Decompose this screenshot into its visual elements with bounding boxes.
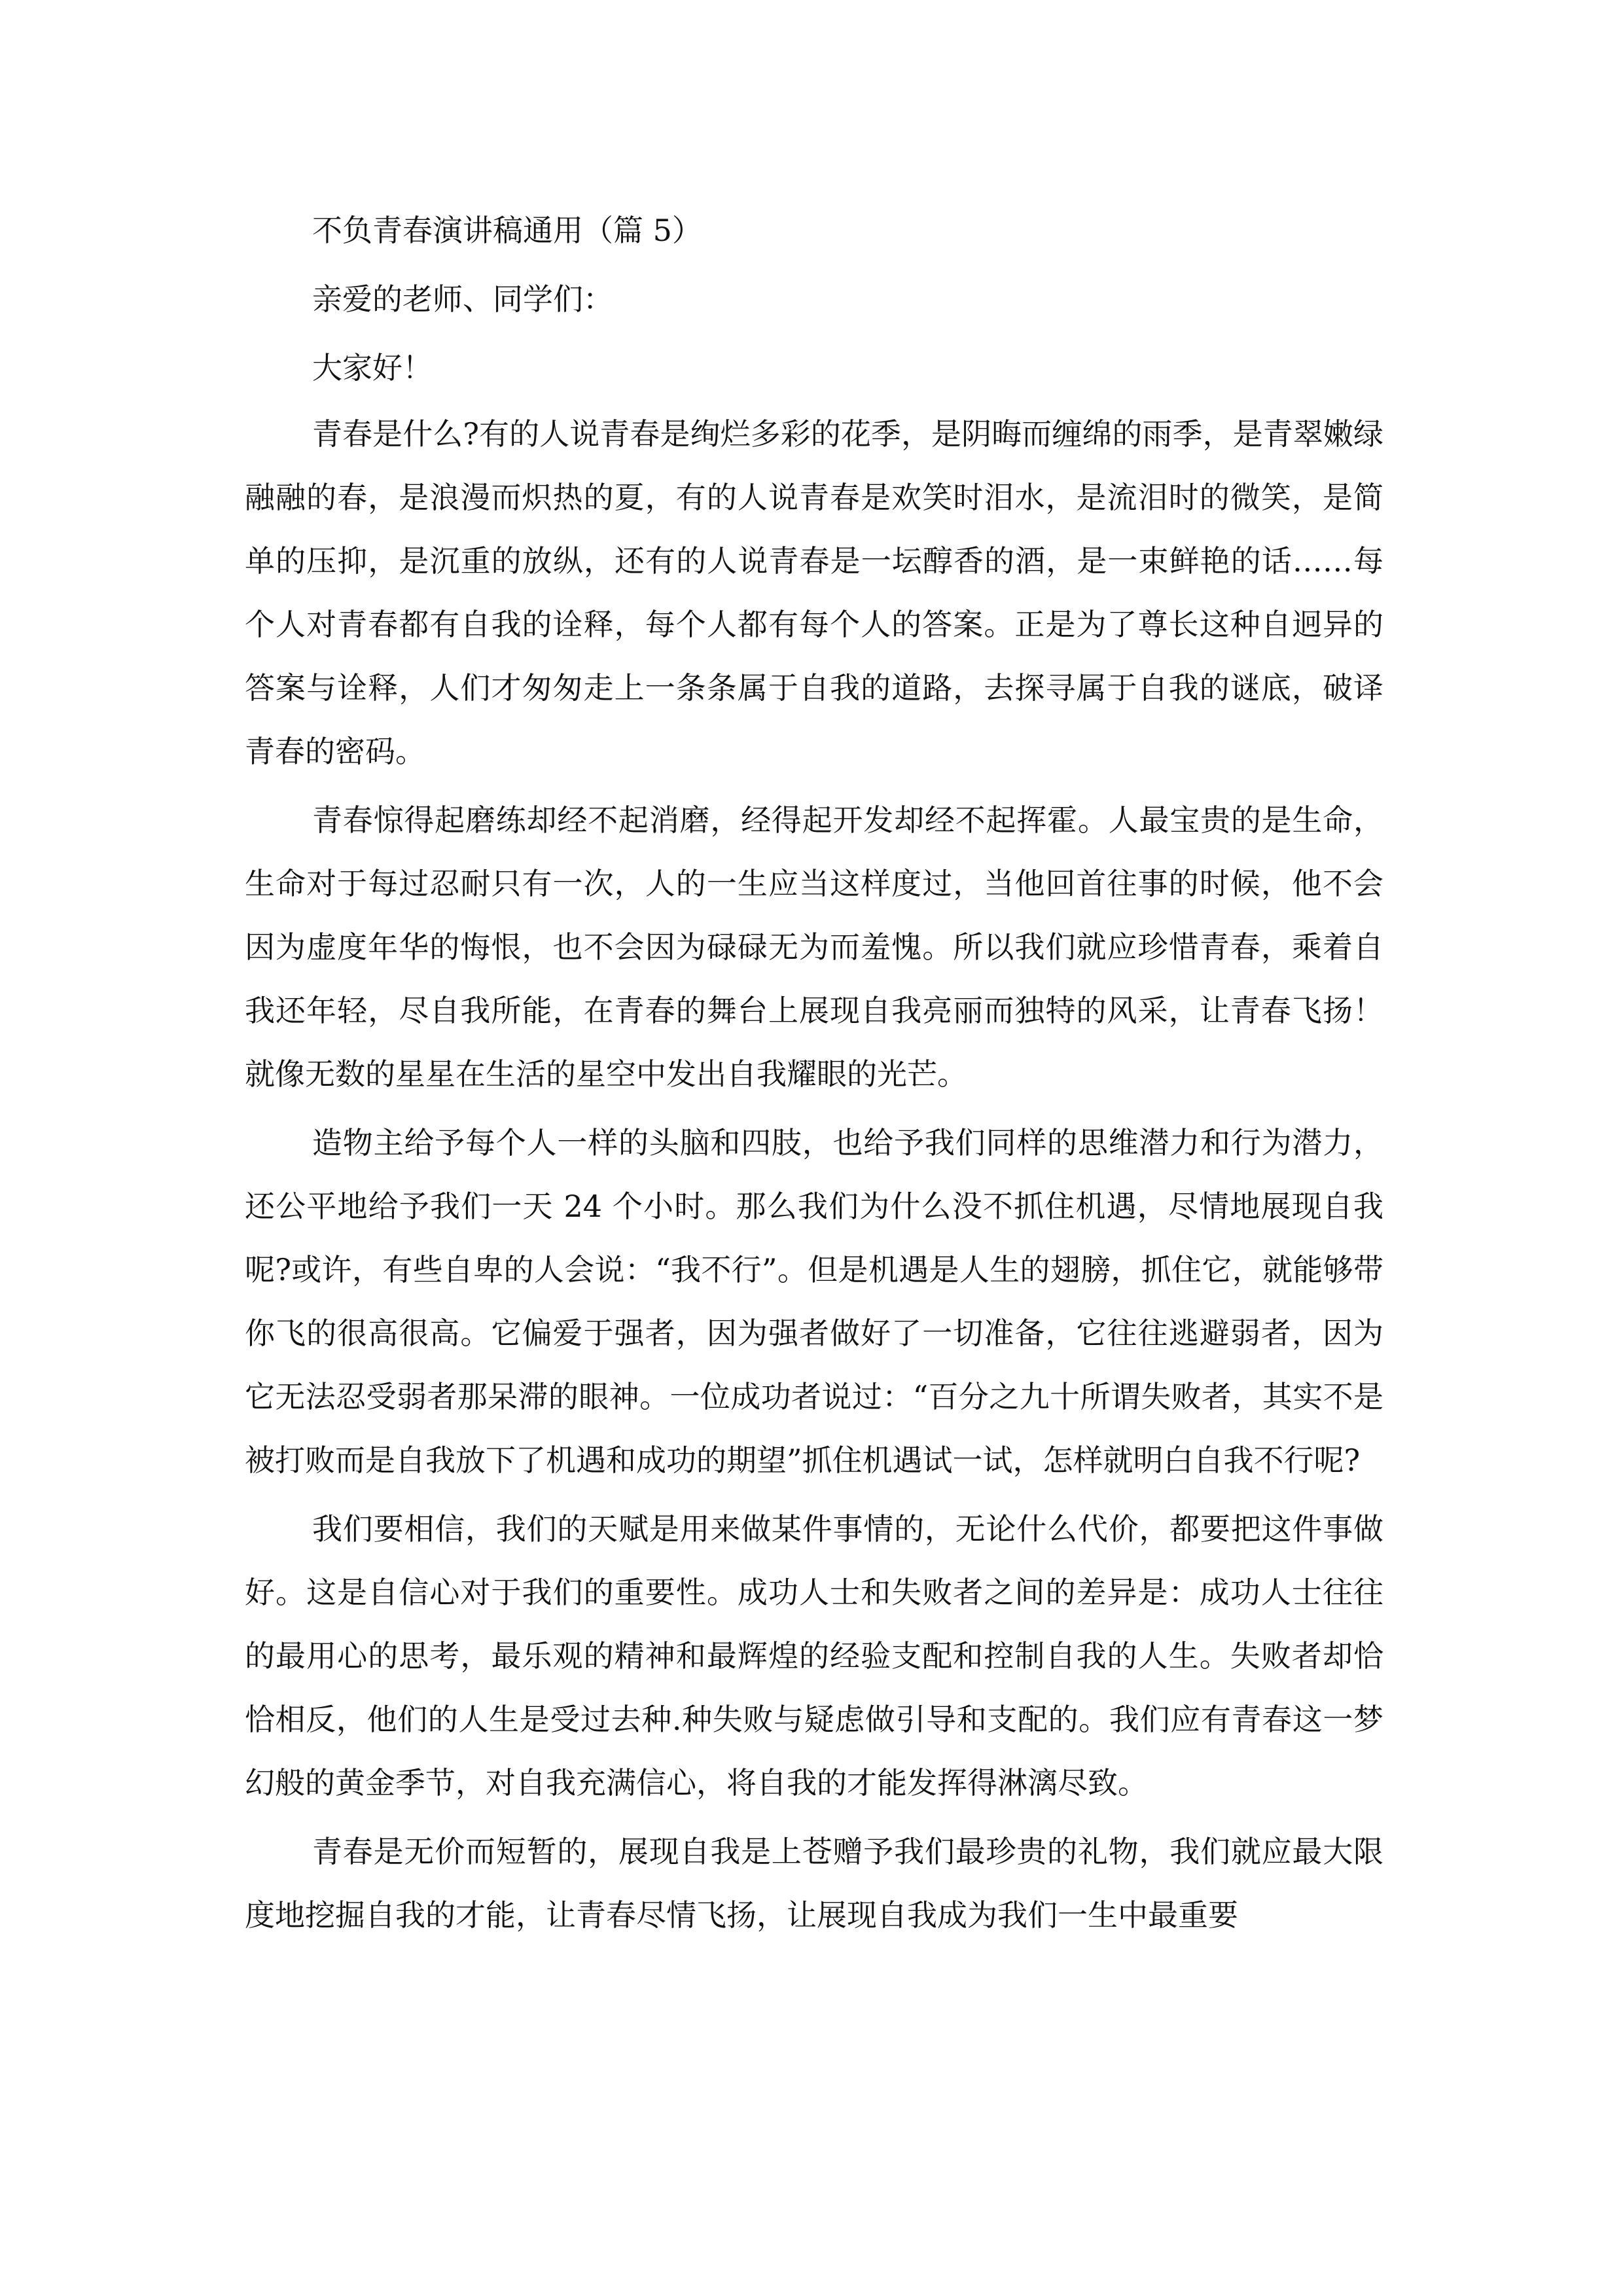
document-title: 不负青春演讲稿通用（篇 5）: [312, 213, 702, 248]
greeting: 大家好！: [312, 350, 433, 386]
paragraph-3: 造物主给予每个人一样的头脑和四肢，也给予我们同样的思维潜力和行为潜力，还公平地给予我们一天 24 个小时。那么我们为什么没不抓住机遇，尽情地展现自我呢?或许，有些自卑的人会说：“我不行”。但是机遇是人生的翅膀，抓住它，就能够带你飞的很高很高。它偏爱于强者，因为强者做好了一切准备，它往往逃避弱者，因为它无法忍受弱者那呆滞的眼神。一位成功者说过：“百分之九十所谓失败者，其实不是被打败而是自我放下了机遇和成功的期望”抓住机遇试一试，怎样就明白自我不行呢?: [245, 1125, 1383, 1478]
paragraph-5: 青春是无价而短暂的，展现自我是上苍赠予我们最珍贵的礼物，我们就应最大限度地挖掘自我的才能，让青春尽情飞扬，让展现自我成为我们一生中最重要: [245, 1834, 1383, 1933]
paragraph-4: 我们要相信，我们的天赋是用来做某件事情的，无论什么代价，都要把这件事做好。这是自信心对于我们的重要性。成功人士和失败者之间的差异是：成功人士往往的最用心的思考，最乐观的精神和最辉煌的经验支配和控制自我的人生。失败者却恰恰相反，他们的人生是受过去种.种失败与疑虑做引导和支配的。我们应有青春这一梦幻般的黄金季节，对自我充满信心，将自我的才能发挥得淋漓尽致。: [245, 1511, 1383, 1801]
paragraph-1: 青春是什么?有的人说青春是绚烂多彩的花季，是阴晦而缠绵的雨季，是青翠嫩绿融融的春，是浪漫而炽热的夏，有的人说青春是欢笑时泪水，是流泪时的微笑，是简单的压抑，是沉重的放纵，还有的人说青春是一坛醇香的酒，是一束鲜艳的话……每个人对青春都有自我的诠释，每个人都有每个人的答案。正是为了尊长这种自迥异的答案与诠释，人们才匆匆走上一条条属于自我的道路，去探寻属于自我的谜底，破译青春的密码。: [245, 416, 1383, 769]
document-body: [245, 196, 1383, 1952]
paragraph-2: 青春惊得起磨练却经不起消磨，经得起开发却经不起挥霍。人最宝贵的是生命，生命对于每过忍耐只有一次，人的一生应当这样度过，当他回首往事的时候，他不会因为虚度年华的悔恨，也不会因为碌碌无为而羞愧。所以我们就应珍惜青春，乘着自我还年轻，尽自我所能，在青春的舞台上展现自我亮丽而独特的风采，让青春飞扬！就像无数的星星在生活的星空中发出自我耀眼的光芒。: [245, 802, 1383, 1092]
salutation: 亲爱的老师、同学们：: [312, 281, 613, 317]
